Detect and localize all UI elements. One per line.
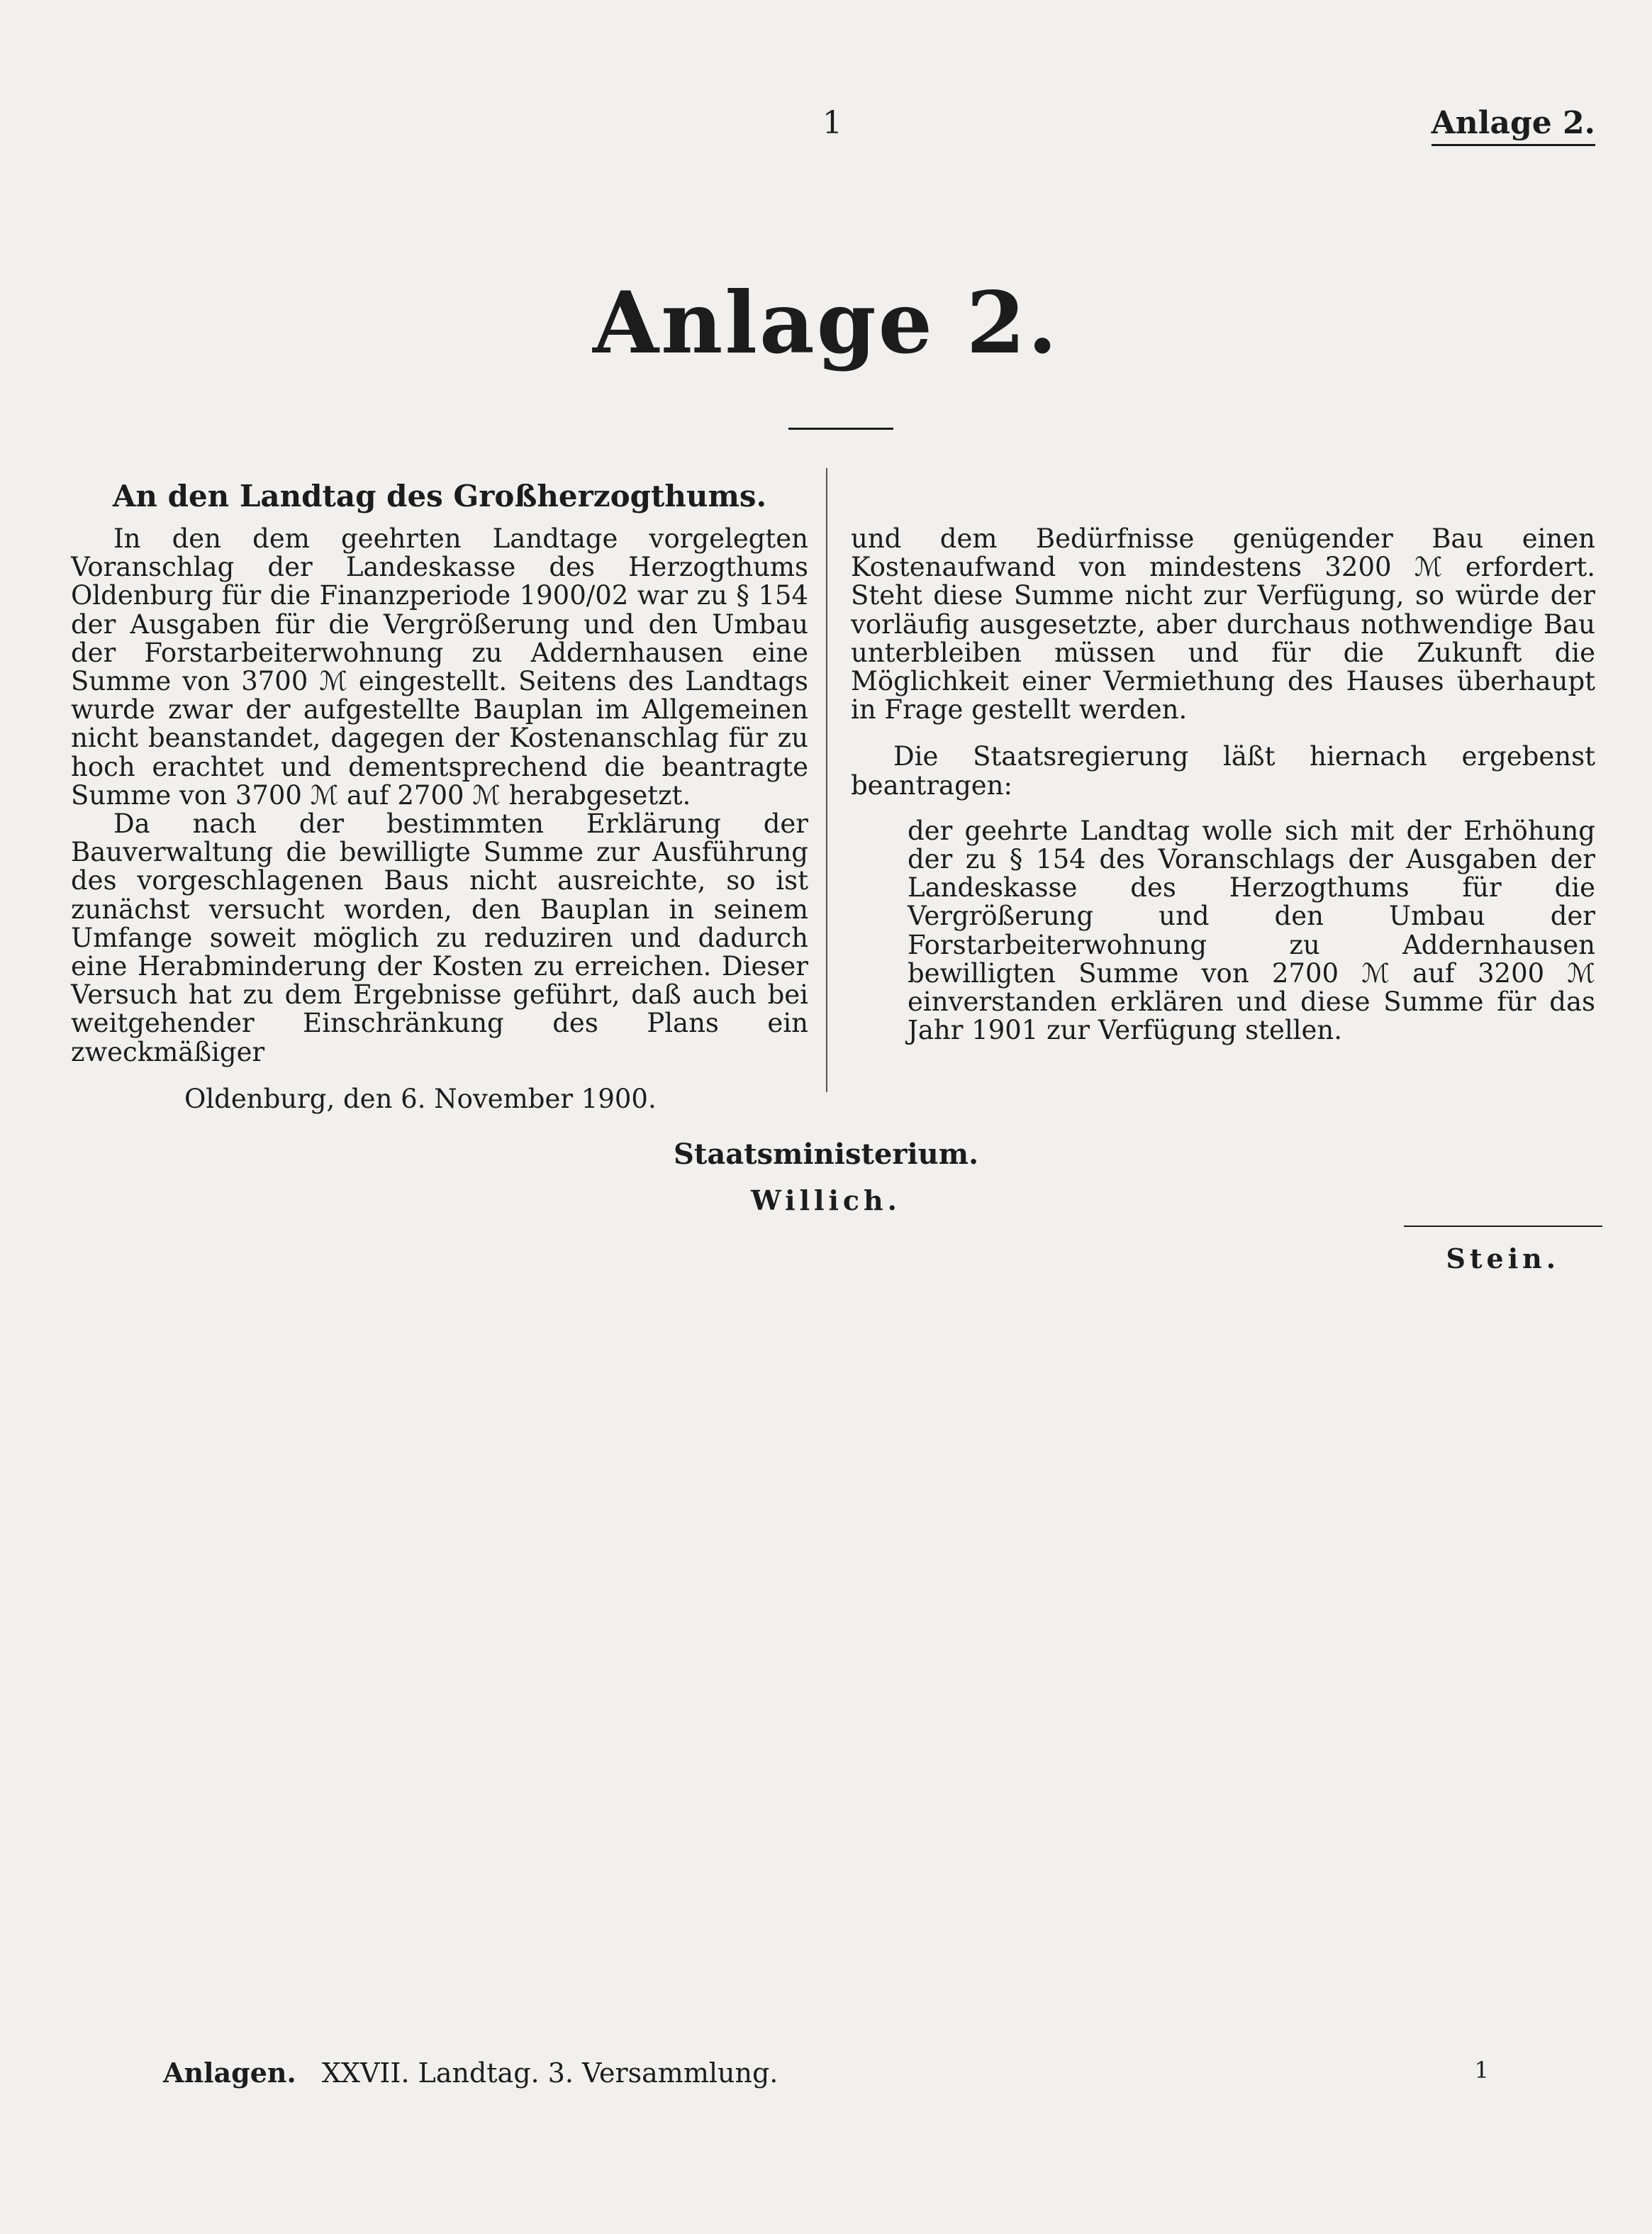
page-number: 1 <box>822 105 842 141</box>
right-paragraph-2: Die Staatsregierung läßt hiernach ergebenst beantragen: <box>851 741 1595 801</box>
column-divider <box>826 468 827 1092</box>
left-paragraph-1: In den dem geehrten Landtage vorgelegten Voranschlag der Landeskasse des Herzogthums Oldenburg für die Finanzperiode 1900/02 war zu § 154 der Ausgaben für die Vergrößerung und den Umbau der Forstarbeiterwohnung zu Addernhausen eine Summe von 3700 ℳ eingestellt. Seitens des Landtags wurde zwar der aufgestellte Bauplan im Allgemeinen nicht beanstandet, dagegen der Kostenanschlag für zu hoch erachtet und dementsprechend die beantragte Summe von 3700 ℳ auf 2700 ℳ herabgesetzt. <box>71 523 808 811</box>
right-paragraph-1: und dem Bedürfnisse genügender Bau einen Kostenaufwand von mindestens 3200 ℳ erfordert. Steht diese Summe nicht zur Verfügung, so würde der vorläufig ausgesetzte, aber durchaus nothwendige Bau unterbleiben müssen und für die Zukunft die Möglichkeit einer Vermiethung des Hauses überhaupt in Frage gestellt werden. <box>851 523 1595 726</box>
signature-rule <box>1404 1226 1602 1227</box>
authority: Staatsministerium. <box>673 1138 979 1171</box>
signer-stein: Stein. <box>1446 1243 1560 1274</box>
right-column <box>851 525 1595 1045</box>
footer-series: XXVII. Landtag. 3. Versammlung. <box>321 2057 778 2089</box>
footer <box>163 2057 778 2089</box>
running-title: Anlage 2. <box>1431 105 1595 146</box>
footer-series-bold: Anlagen. <box>163 2057 296 2089</box>
left-column <box>71 525 808 1067</box>
page-title: Anlage 2. <box>593 273 1059 373</box>
title-rule <box>788 428 893 430</box>
signer-willich: Willich. <box>751 1184 901 1216</box>
motion-text: der geehrte Landtag wolle sich mit der Erhöhung der zu § 154 des Voranschlags der Ausgaben der Landeskasse des Herzogthums für die Vergrößerung und den Umbau der Forstarbeiterwohnung zu Addernhausen bewilligten Summe von 2700 ℳ auf 3200 ℳ einverstanden erklären und diese Summe für das Jahr 1901 zur Verfügung stellen. <box>908 815 1595 1046</box>
place-date: Oldenburg, den 6. November 1900. <box>184 1084 657 1114</box>
addressee-heading: An den Landtag des Großherzogthums. <box>112 479 767 513</box>
signature-mark: 1 <box>1474 2057 1489 2084</box>
left-paragraph-2: Da nach der bestimmten Erklärung der Bauverwaltung die bewilligte Summe zur Ausführung des vorgeschlagenen Baus nicht ausreichte, so ist zunächst versucht worden, den Bauplan in seinem Umfange soweit möglich zu reduziren und dadurch eine Herabminderung der Kosten zu erreichen. Dieser Versuch hat zu dem Ergebnisse geführt, daß auch bei weitgehender Einschränkung des Plans ein zweckmäßiger <box>71 808 808 1067</box>
